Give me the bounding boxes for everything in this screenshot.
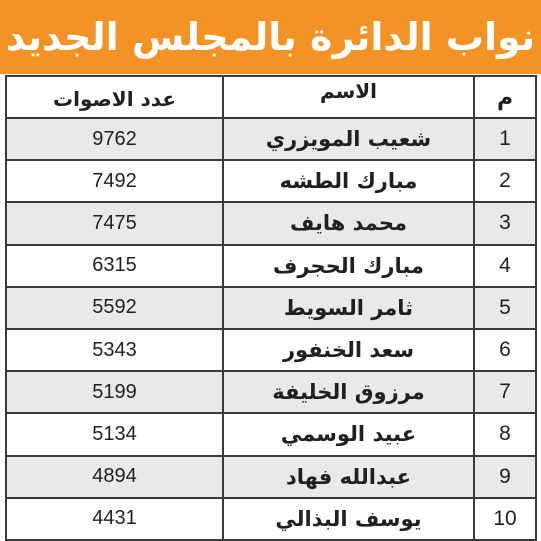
- vote-count: 5592: [6, 287, 223, 329]
- row-number: 8: [474, 413, 536, 455]
- vote-count: 7475: [6, 202, 223, 244]
- member-name: عبدالله فهاد: [223, 456, 474, 498]
- vote-count: 5134: [6, 413, 223, 455]
- column-header-number: م: [474, 76, 536, 118]
- vote-count: 4894: [6, 456, 223, 498]
- member-name: شعيب المويزري: [223, 118, 474, 160]
- table-row: [6, 160, 536, 202]
- row-number: 4: [474, 245, 536, 287]
- table-row: [6, 413, 536, 455]
- row-number: 3: [474, 202, 536, 244]
- table-row: [6, 287, 536, 329]
- title-banner: [0, 0, 541, 74]
- row-number: 5: [474, 287, 536, 329]
- vote-count: 7492: [6, 160, 223, 202]
- table-row: [6, 245, 536, 287]
- member-name: محمد هايف: [223, 202, 474, 244]
- column-header-votes: عدد الاصوات: [6, 76, 223, 118]
- row-number: 10: [474, 498, 536, 540]
- column-header-name: الاسم: [223, 76, 474, 118]
- table-row: [6, 118, 536, 160]
- member-name: مبارك الحجرف: [223, 245, 474, 287]
- vote-count: 9762: [6, 118, 223, 160]
- table-row: [6, 329, 536, 371]
- vote-count: 5199: [6, 371, 223, 413]
- member-name: مرزوق الخليفة: [223, 371, 474, 413]
- table-row: [6, 498, 536, 540]
- row-number: 1: [474, 118, 536, 160]
- member-name: عبيد الوسمي: [223, 413, 474, 455]
- row-number: 7: [474, 371, 536, 413]
- table-row: [6, 202, 536, 244]
- member-name: يوسف البذالي: [223, 498, 474, 540]
- member-name: مبارك الطشه: [223, 160, 474, 202]
- row-number: 2: [474, 160, 536, 202]
- row-number: 6: [474, 329, 536, 371]
- table-row: [6, 456, 536, 498]
- page-title: نواب الدائرة بالمجلس الجديد: [5, 15, 536, 59]
- member-name: سعد الخنفور: [223, 329, 474, 371]
- vote-count: 4431: [6, 498, 223, 540]
- row-number: 9: [474, 456, 536, 498]
- vote-count: 6315: [6, 245, 223, 287]
- vote-count: 5343: [6, 329, 223, 371]
- table-header-row: [6, 76, 536, 118]
- results-table: [5, 75, 537, 541]
- member-name: ثامر السويط: [223, 287, 474, 329]
- table-row: [6, 371, 536, 413]
